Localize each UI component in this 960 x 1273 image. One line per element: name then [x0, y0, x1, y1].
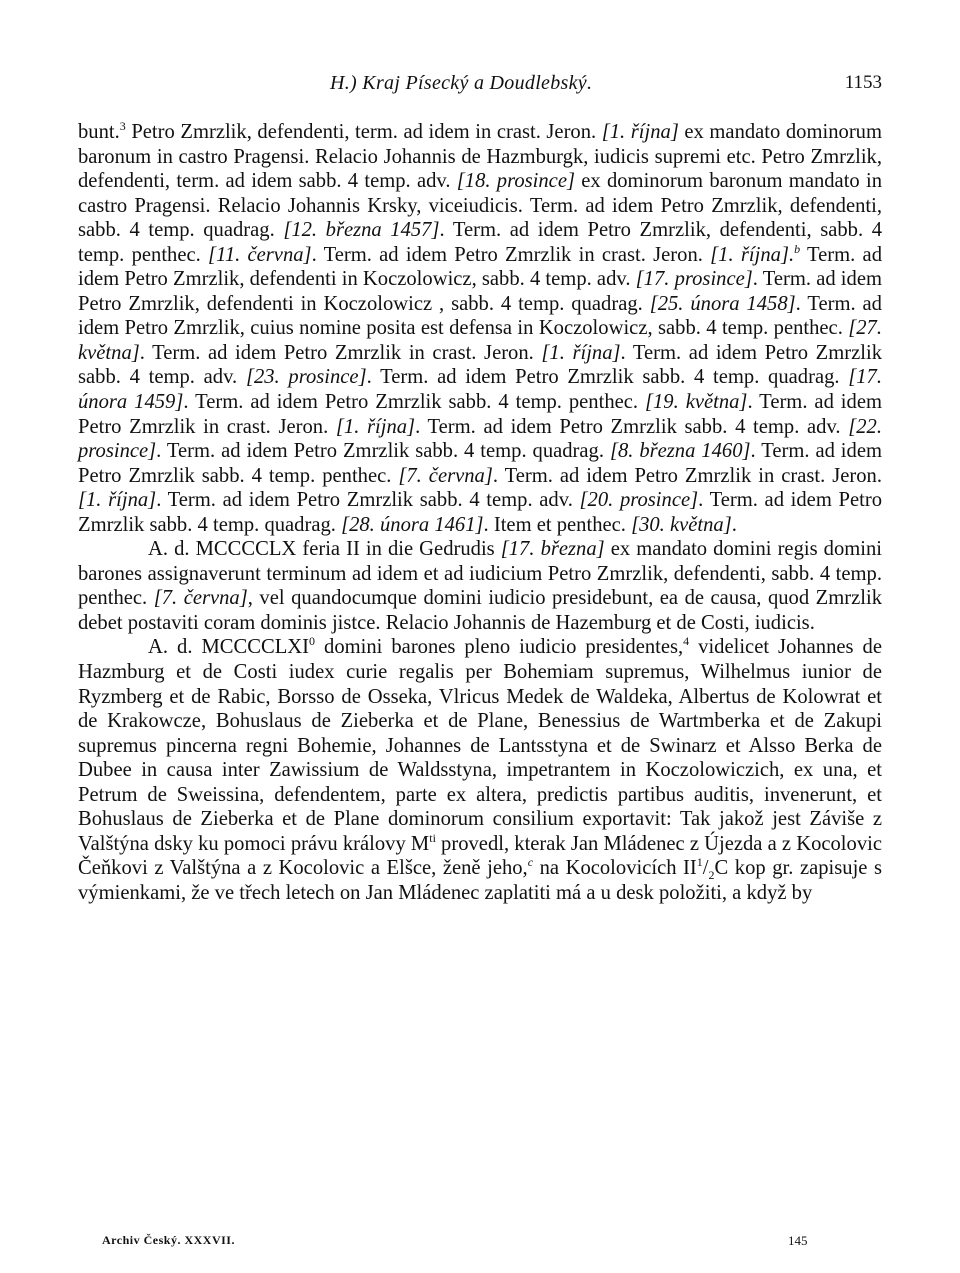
italic-date: [23. prosince]: [245, 366, 367, 389]
superscript: 0: [309, 634, 316, 649]
running-title: H.) Kraj Písecký a Doudlebský.: [330, 72, 593, 94]
italic-date: [17. února 1459]: [78, 366, 883, 414]
superscript: b: [794, 241, 801, 256]
italic-date: [25. února 1458]: [649, 292, 796, 315]
text-run: . Term. ad idem Petro Zmrzlik, defendenti, sabb. 4 temp. penthec.: [78, 219, 882, 266]
signature-number: 145: [788, 1233, 808, 1248]
text-run: Term. ad idem Petro Zmrzlik, defendenti in Koczolowicz, sabb. 4 temp. adv.: [78, 243, 882, 291]
text-run: A. d. MCCCCLXI: [148, 636, 310, 659]
text-run: . Term. ad idem Petro Zmrzlik sabb. 4 temp. penthec.: [183, 391, 645, 414]
text-run: . Term. ad idem Petro Zmrzlik sabb. 4 temp. penthec.: [78, 440, 882, 487]
italic-date: [8. března 1460]: [609, 440, 751, 463]
italic-date: [22. prosince]: [78, 415, 882, 463]
text-run: /: [702, 857, 709, 880]
italic-date: [19. května]: [645, 391, 748, 414]
italic-date: [7. června]: [398, 464, 493, 487]
text-run: A. d. MCCCCLX feria II in die Gedrudis: [148, 538, 501, 561]
italic-date: [20. prosince]: [579, 489, 699, 512]
text-run: provedl, kterak Jan Mládenec z Újezda a z Kocolovic Čeňkovi z Valštýna a z Kocolovic a Elšce, ženě jeho,: [78, 832, 882, 880]
text-run: . Term. ad idem Petro Zmrzlik in crast. Jeron.: [139, 341, 542, 364]
italic-date: [11. června]: [208, 243, 312, 266]
text-run: . Term. ad idem Petro Zmrzlik in crast. Jeron.: [492, 464, 882, 487]
text-run: bunt.: [78, 121, 120, 143]
paragraph-1: [78, 120, 882, 537]
text-run: Petro Zmrzlik, defendenti, term. ad idem in crast. Jeron.: [125, 121, 602, 143]
italic-date: [17. března]: [500, 538, 605, 561]
text-run: . Term. ad idem Petro Zmrzlik sabb. 4 temp. adv.: [415, 415, 849, 438]
page-footer: [0, 1233, 960, 1253]
page-header: [0, 72, 960, 102]
italic-date: [18. prosince]: [456, 170, 575, 193]
text-run: . Term. ad idem Petro Zmrzlik sabb. 4 temp. quadrag.: [366, 366, 849, 389]
page-number: 1153: [844, 72, 882, 93]
italic-date: [27. května]: [78, 317, 882, 364]
superscript: 3: [119, 119, 126, 134]
text-run: . Term. ad idem Petro Zmrzlik sabb. 4 temp. adv.: [156, 489, 580, 512]
body-text: [78, 120, 882, 906]
text-run: ex mandato dominorum baronum in castro Pragensi. Relacio Johannis de Hazmburgk, iudicis supremi etc. Petro Zmrzlik, defendenti, term. ad idem sabb. 4 temp. adv.: [78, 121, 882, 193]
superscript: ti: [429, 831, 436, 845]
italic-date: [1. října]: [78, 489, 157, 512]
text-run: ex dominorum baronum mandato in castro Pragensi. Relacio Johannis Krsky, viceiudicis. Term. ad idem Petro Zmrzlik, defendenti, sabb. 4 temp. quadrag.: [78, 170, 883, 242]
italic-date: [1. října]: [335, 415, 416, 438]
text-run: . Term. ad idem Petro Zmrzlik sabb. 4 temp. quadrag.: [156, 440, 610, 463]
italic-date: [7. června]: [153, 587, 248, 610]
superscript: 1: [696, 855, 703, 870]
text-run: .: [731, 513, 737, 536]
text-run: domini barones pleno iudicio presidentes,: [315, 636, 684, 659]
text-run: . Term. ad idem Petro Zmrzlik in crast. Jeron.: [311, 243, 711, 266]
italic-date: [1. října]: [710, 243, 789, 266]
text-run: ex mandato domini regis domini barones assignaverunt terminum ad idem et ad iudicium Petro Zmrzlik, defendenti, sabb. 4 temp. penthec.: [78, 538, 883, 610]
printer-signature: Archiv Český. XXXVII.: [102, 1233, 235, 1247]
italic-date: [1. října]: [601, 121, 679, 143]
italic-date: .: [788, 243, 795, 266]
italic-date: [17. prosince]: [635, 268, 753, 291]
paragraph-3: [78, 635, 882, 905]
text-run: , vel quandocumque domini iudicio presidebunt, ea de causa, quod Zmrzlik debet postaviti coram dominis jistce. Relacio Johannis de Hazemburg et de Costi, iudicis.: [78, 587, 882, 634]
italic-date: [28. února 1461]: [341, 513, 484, 536]
text-run: na Kocolovicích II: [533, 857, 697, 880]
superscript: 4: [683, 634, 690, 649]
text-run: C kop gr. zapisuje s výmienkami, že ve třech letech on Jan Mládenec zaplatiti má a u desk položiti, a když by: [78, 857, 882, 904]
paragraph-2: [78, 537, 882, 635]
text-run: . Term. ad idem Petro Zmrzlik sabb. 4 temp. quadrag.: [78, 489, 882, 536]
text-run: . Term. ad idem Petro Zmrzlik sabb. 4 temp. adv.: [78, 341, 882, 389]
italic-date: [1. října]: [541, 341, 621, 364]
text-run: . Term. ad idem Petro Zmrzlik, defendenti in Koczolowicz , sabb. 4 temp. quadrag.: [78, 268, 882, 315]
subscript: 2: [708, 868, 715, 883]
text-run: videlicet Johannes de Hazmburg et de Costi iudex curie regalis per Bohemiam supremus, Wilhelmus iunior de Ryzmberg et de Rabic, Borsso de Osseka, Vlricus Medek de Waldeka, Albertus de Kolowrat et de Krakowcze, Bohuslaus de Zieberka et de Plane, Benessius de Wartmberka et de Zakupi supremus pincerna regni Bohemie, Johannes de Lantsstyna et de Swinarz et Alsso Berka de Dubee in causa inter Zawissium de Waldsstyna, impetrantem in Koczolowiczich, ex una, et Petrum de Sweissina, defendentem, parte ex altera, predictis partibus auditis, invenerunt, et Bohuslaus de Zieberka et de Plane dominorum consilium exportavit: Tak jakož jest Záviše z Valštýna dsky ku pomoci právu královy M: [78, 636, 882, 855]
text-run: . Item et penthec.: [483, 513, 632, 536]
text-run: . Term. ad idem Petro Zmrzlik, cuius nomine posita est defensa in Koczolowicz, sabb. 4 temp. penthec.: [78, 292, 882, 340]
italic-date: [30. května]: [631, 513, 732, 536]
superscript: c: [527, 855, 534, 870]
text-run: . Term. ad idem Petro Zmrzlik in crast. Jeron.: [78, 391, 882, 438]
italic-date: [12. března 1457]: [283, 219, 440, 242]
